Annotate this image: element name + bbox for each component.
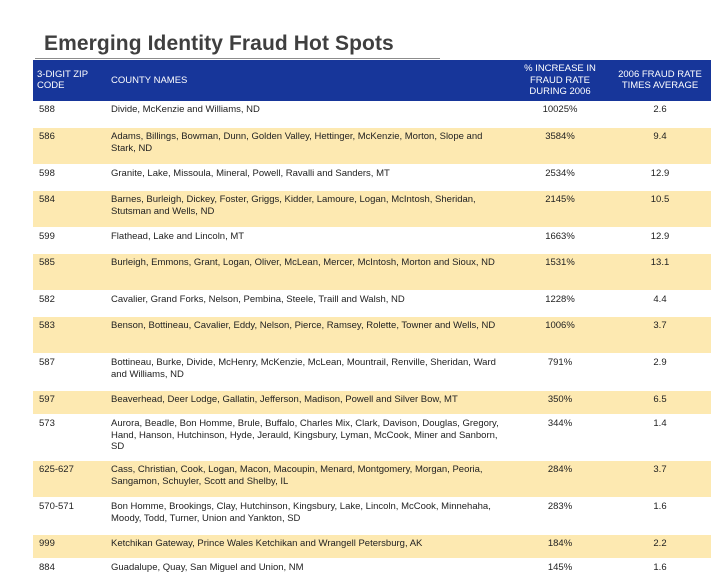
times-average-cell: 2.2 [609,535,711,559]
zip-cell: 597 [33,391,107,415]
increase-cell: 284% [511,461,609,498]
county-cell: Cavalier, Grand Forks, Nelson, Pembina, Steele, Traill and Walsh, ND [107,291,511,317]
zip-cell: 587 [33,354,107,391]
header-county: COUNTY NAMES [107,60,511,101]
zip-cell: 586 [33,128,107,165]
increase-cell: 3584% [511,128,609,165]
county-cell: Granite, Lake, Missoula, Mineral, Powell, Ravalli and Sanders, MT [107,165,511,191]
county-cell: Flathead, Lake and Lincoln, MT [107,228,511,254]
zip-cell: 582 [33,291,107,317]
header-zip: 3-DIGIT ZIP CODE [33,60,107,101]
table-row [33,101,711,128]
zip-cell: 884 [33,559,107,585]
fraud-hotspots-table [33,60,711,585]
table-row [33,354,711,391]
zip-cell: 588 [33,101,107,128]
increase-cell: 145% [511,559,609,585]
increase-cell: 10025% [511,101,609,128]
table-row [33,535,711,559]
table-header-row [33,60,711,101]
table-body [33,101,711,585]
times-average-cell: 9.4 [609,128,711,165]
zip-cell: 583 [33,317,107,354]
county-cell: Divide, McKenzie and Williams, ND [107,101,511,128]
times-average-cell: 3.7 [609,317,711,354]
county-cell: Ketchikan Gateway, Prince Wales Ketchikan and Wrangell Petersburg, AK [107,535,511,559]
table-row [33,228,711,254]
county-cell: Burleigh, Emmons, Grant, Logan, Oliver, McLean, Mercer, McIntosh, Morton and Sioux, ND [107,254,511,291]
times-average-cell: 3.7 [609,461,711,498]
times-average-cell: 13.1 [609,254,711,291]
county-cell: Barnes, Burleigh, Dickey, Foster, Griggs, Kidder, Lamoure, Logan, McIntosh, Sheridan, Stutsman and Wells, ND [107,191,511,228]
title-underline [35,58,440,59]
table-row [33,391,711,415]
times-average-cell: 12.9 [609,228,711,254]
table-row [33,461,711,498]
increase-cell: 1531% [511,254,609,291]
table-row [33,165,711,191]
increase-cell: 1228% [511,291,609,317]
times-average-cell: 6.5 [609,391,711,415]
increase-cell: 2534% [511,165,609,191]
times-average-cell: 4.4 [609,291,711,317]
zip-cell: 584 [33,191,107,228]
table-row [33,559,711,585]
zip-cell: 999 [33,535,107,559]
zip-cell: 570-571 [33,498,107,535]
increase-cell: 791% [511,354,609,391]
times-average-cell: 1.4 [609,415,711,461]
table-row [33,498,711,535]
zip-cell: 573 [33,415,107,461]
times-average-cell: 2.9 [609,354,711,391]
table-row [33,128,711,165]
county-cell: Aurora, Beadle, Bon Homme, Brule, Buffalo, Charles Mix, Clark, Davison, Douglas, Gregory, Hand, Hanson, Hutchinson, Hyde, Jerauld, Kingsbury, Lyman, McCook, Miner and Sanborn, SD [107,415,511,461]
page-title: Emerging Identity Fraud Hot Spots [44,32,394,55]
increase-cell: 344% [511,415,609,461]
county-cell: Bon Homme, Brookings, Clay, Hutchinson, Kingsbury, Lake, Lincoln, McCook, Minnehaha, Moody, Todd, Turner, Union and Yankton, SD [107,498,511,535]
times-average-cell: 1.6 [609,498,711,535]
county-cell: Benson, Bottineau, Cavalier, Eddy, Nelson, Pierce, Ramsey, Rolette, Towner and Wells, ND [107,317,511,354]
increase-cell: 2145% [511,191,609,228]
zip-cell: 625-627 [33,461,107,498]
zip-cell: 585 [33,254,107,291]
table-row [33,415,711,461]
table-row [33,317,711,354]
increase-cell: 184% [511,535,609,559]
table-row [33,191,711,228]
increase-cell: 283% [511,498,609,535]
county-cell: Adams, Billings, Bowman, Dunn, Golden Valley, Hettinger, McKenzie, Morton, Slope and Stark, ND [107,128,511,165]
table-row [33,254,711,291]
increase-cell: 1663% [511,228,609,254]
county-cell: Beaverhead, Deer Lodge, Gallatin, Jefferson, Madison, Powell and Silver Bow, MT [107,391,511,415]
times-average-cell: 1.6 [609,559,711,585]
times-average-cell: 12.9 [609,165,711,191]
times-average-cell: 2.6 [609,101,711,128]
times-average-cell: 10.5 [609,191,711,228]
county-cell: Bottineau, Burke, Divide, McHenry, McKenzie, McLean, Mountrail, Renville, Sheridan, Ward and Williams, ND [107,354,511,391]
county-cell: Cass, Christian, Cook, Logan, Macon, Macoupin, Menard, Montgomery, Morgan, Peoria, Sangamon, Schuyler, Scott and Shelby, IL [107,461,511,498]
header-increase: % INCREASE IN FRAUD RATE DURING 2006 [511,60,609,101]
zip-cell: 599 [33,228,107,254]
county-cell: Guadalupe, Quay, San Miguel and Union, NM [107,559,511,585]
increase-cell: 1006% [511,317,609,354]
zip-cell: 598 [33,165,107,191]
increase-cell: 350% [511,391,609,415]
header-times-average: 2006 FRAUD RATE TIMES AVERAGE [609,60,711,101]
table-row [33,291,711,317]
